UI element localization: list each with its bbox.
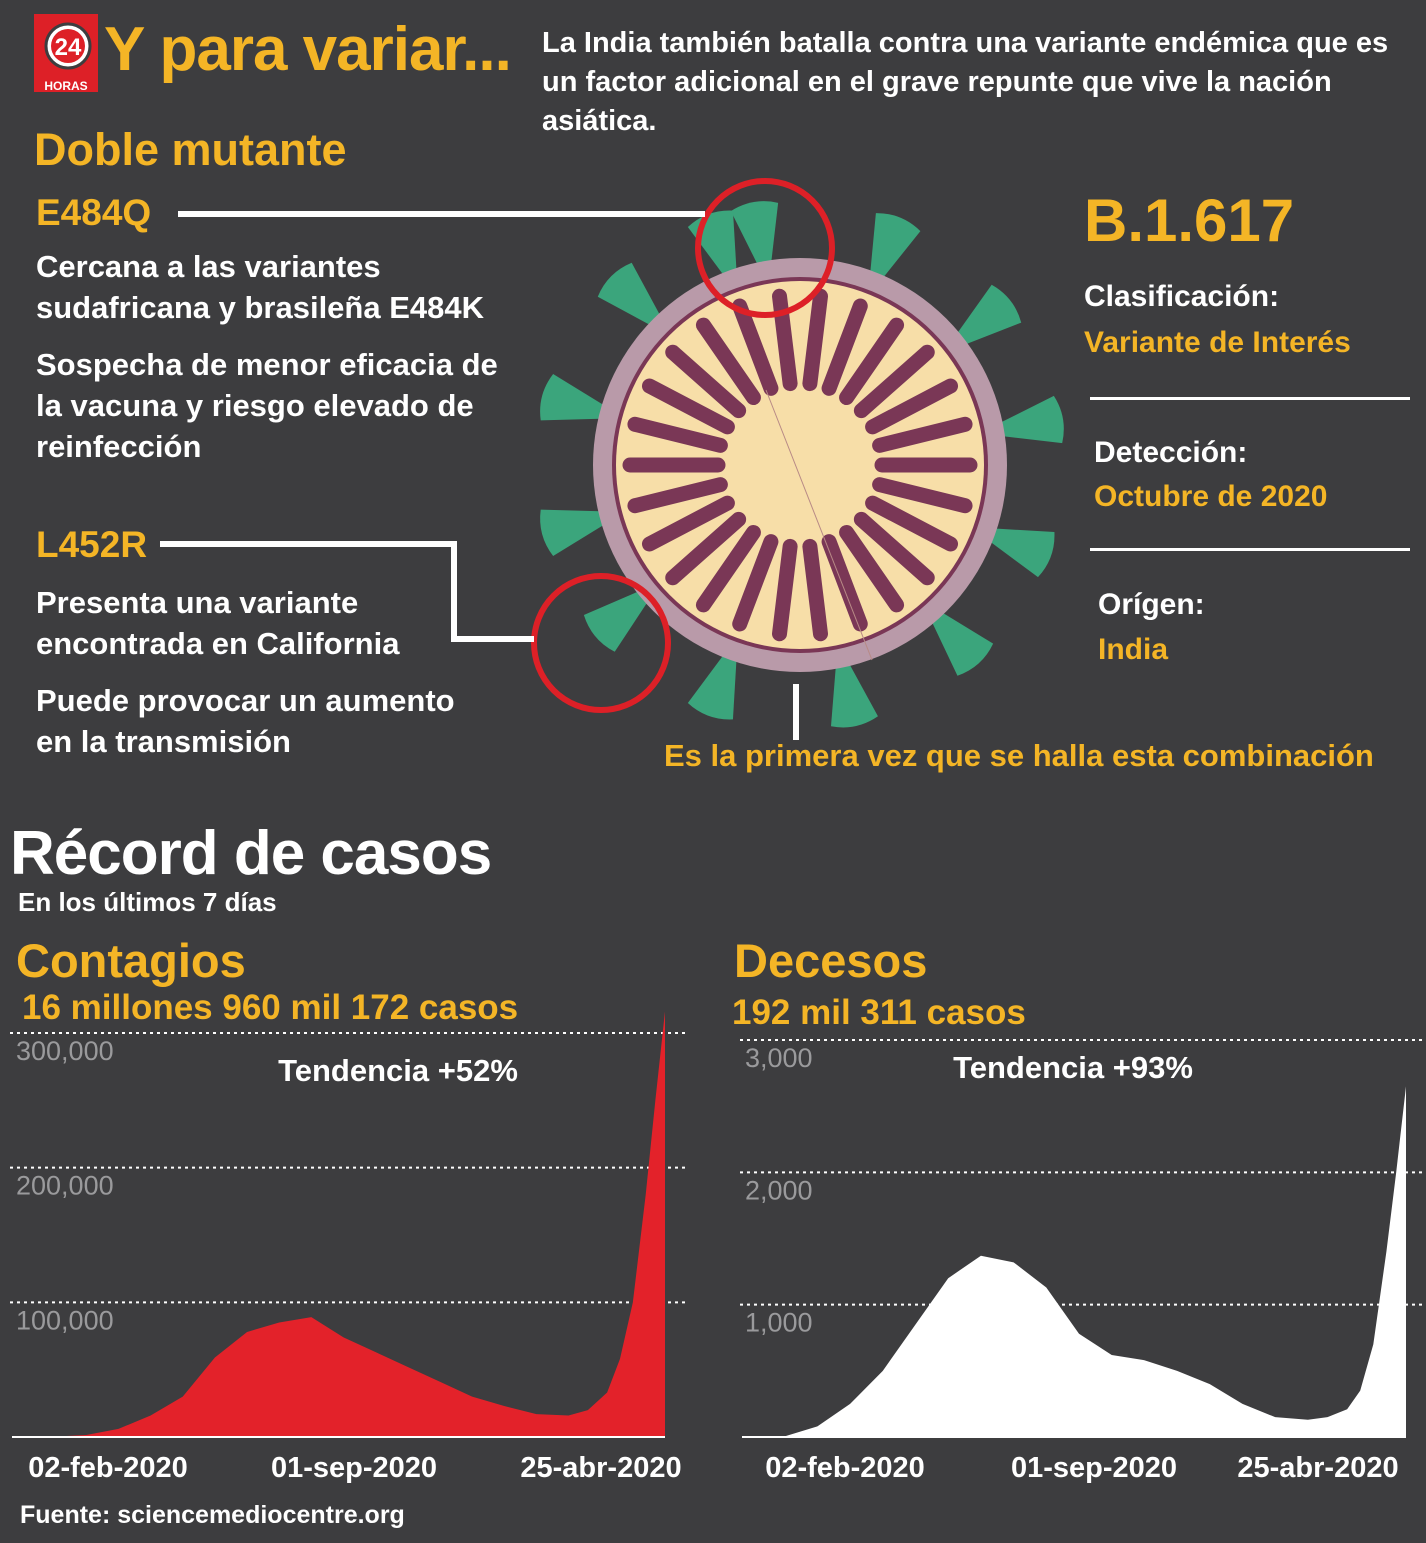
decesos-title: Decesos bbox=[734, 934, 928, 987]
mutation-label-e484q: E484Q bbox=[36, 192, 152, 233]
trend-label: Tendencia +93% bbox=[953, 1050, 1193, 1085]
mutations-heading: Doble mutante bbox=[34, 124, 347, 175]
l452r-description-2: Puede provocar un aumento en la transmisión bbox=[36, 683, 455, 759]
y-tick-label: 200,000 bbox=[16, 1170, 114, 1201]
records-subtitle: En los últimos 7 días bbox=[18, 887, 277, 917]
y-tick-label: 300,000 bbox=[16, 1036, 114, 1066]
clasificacion-value: Variante de Interés bbox=[1084, 326, 1351, 359]
y-tick-label: 2,000 bbox=[745, 1175, 813, 1206]
svg-text:HORAS: HORAS bbox=[44, 79, 88, 93]
decesos-total: 192 mil 311 casos bbox=[732, 993, 1026, 1032]
deteccion-value: Octubre de 2020 bbox=[1094, 480, 1328, 513]
x-tick-label: 02-feb-2020 bbox=[28, 1452, 188, 1484]
x-tick-label: 01-sep-2020 bbox=[270, 1452, 438, 1484]
mutation-label-l452r: L452R bbox=[36, 524, 148, 565]
l452r-description-1: Presenta una variante encontrada en California bbox=[36, 585, 400, 661]
e484q-description-1: Cercana a las variantes sudafricana y brasileña E484K bbox=[36, 249, 485, 325]
e484q-description-2: Sospecha de menor eficacia de la vacuna y riesgo elevado de reinfección bbox=[36, 347, 498, 464]
origen-label: Orígen: bbox=[1098, 588, 1205, 621]
contagios-title: Contagios bbox=[16, 934, 246, 987]
origen-value: India bbox=[1098, 633, 1169, 666]
x-tick-label: 01-sep-2020 bbox=[1010, 1452, 1178, 1484]
deteccion-label: Detección: bbox=[1094, 436, 1248, 469]
svg-text:24: 24 bbox=[54, 34, 82, 61]
decesos-area bbox=[752, 1086, 1406, 1437]
contagios-total: 16 millones 960 mil 172 casos bbox=[22, 988, 519, 1027]
source-note: Fuente: sciencemediocentre.org bbox=[20, 1501, 405, 1529]
x-tick-label: 25-abr-2020 bbox=[1237, 1452, 1399, 1484]
page-title: Y para variar... bbox=[104, 15, 511, 84]
records-title: Récord de casos bbox=[10, 819, 492, 888]
y-tick-label: 3,000 bbox=[745, 1043, 813, 1073]
y-tick-label: 1,000 bbox=[745, 1307, 813, 1338]
combination-note: Es la primera vez que se halla esta combinación bbox=[664, 738, 1374, 773]
trend-label: Tendencia +52% bbox=[278, 1053, 518, 1088]
clasificacion-label: Clasificación: bbox=[1084, 280, 1280, 313]
x-tick-label: 25-abr-2020 bbox=[520, 1452, 682, 1484]
variant-name: B.1.617 bbox=[1084, 187, 1295, 254]
page-subtitle: La India también batalla contra una variante endémica que es un factor adicional en el grave repunte que vive la nación asiática. bbox=[542, 27, 1389, 137]
y-tick-label: 100,000 bbox=[16, 1305, 114, 1336]
x-tick-label: 02-feb-2020 bbox=[765, 1452, 925, 1484]
